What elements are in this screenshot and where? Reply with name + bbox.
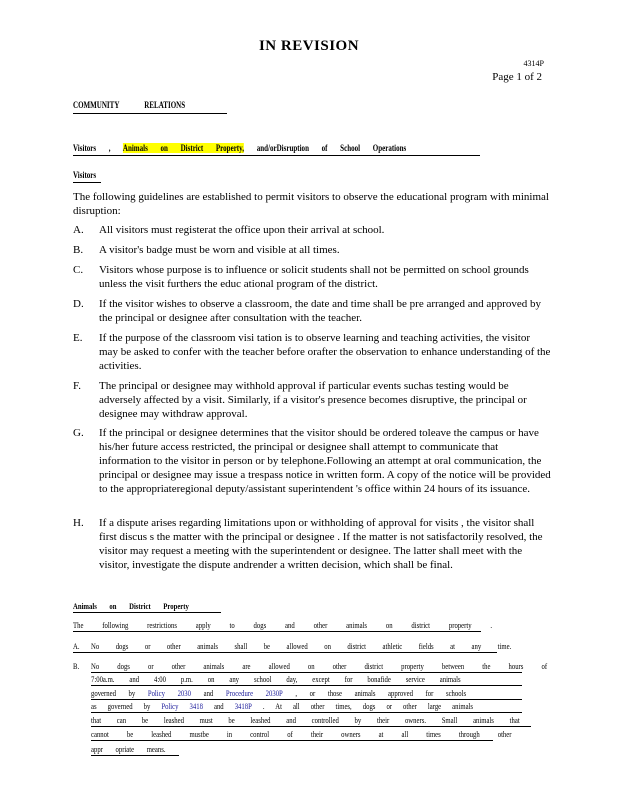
- list-item-text: All visitors must registerat the office upon their arrival at school.: [99, 224, 385, 236]
- animal-item-b-underline: [91, 685, 522, 686]
- policy-code: 4314P: [523, 59, 544, 68]
- animals-heading-underline: [73, 612, 221, 613]
- animal-item-b-underline: [91, 672, 522, 673]
- animal-item-b-line: governed by Policy 2030 and Procedure 2030P , or those animals approved for schools: [91, 688, 467, 698]
- procedure-2030p-link[interactable]: Procedure 2030P: [225, 688, 283, 698]
- section-underline: [73, 113, 227, 114]
- procedure-3418p-link[interactable]: 3418P: [234, 701, 252, 711]
- list-item-text: A visitor's badge must be worn and visible at all times.: [99, 244, 340, 256]
- animals-intro-underline: [73, 631, 481, 632]
- subject-part1: Visitors ,: [73, 143, 111, 153]
- policy-3418-link[interactable]: Policy 3418: [161, 701, 203, 711]
- animal-item-text: No dogs or other animals shall be allowed on district athletic fields at any time.: [91, 641, 512, 651]
- animal-item-b-line: No dogs or other animals are allowed on other district property between the hours of: [91, 661, 548, 671]
- animals-intro: The following restrictions apply to dogs and other animals on district property .: [73, 620, 493, 630]
- list-item-text: If a dispute arises regarding limitations upon or withholding of approval for visits , the visitor shall first discus s the matter with the principal or designee . If the matter is not satisfactorily resolved, the visitor may request a meeting with the superintendent or designee. The latter shall meet with the visitor, investigate the dispute andrender a written decision, which shall be final.: [99, 517, 543, 571]
- list-item-text: If the principal or designee determines that the visitor should be ordered toleave the campus or have his/her future access restricted, the principal or designee shall attempt to communicate that information to the visitor in person or by telephone.Following an attempt at oral communication, the principal or designee may issue a trespass notice in written form. A copy of the notice will be provided to the appropriateregional deputy/assistant superintendent 's office within 24 hours of its issuance.: [99, 427, 551, 495]
- list-item-letter: D.: [73, 298, 84, 310]
- policy-2030-link[interactable]: Policy 2030: [147, 688, 191, 698]
- subject-underline: [73, 155, 480, 156]
- animal-item-a: [73, 641, 512, 651]
- list-item-letter: F.: [73, 380, 81, 392]
- animal-item-b-underline: [91, 726, 531, 727]
- animal-item-b-line: 7:00a.m. and 4:00 p.m. on any school day, except for bonafide service animals: [91, 674, 461, 684]
- visitors-intro: The following guidelines are established to permit visitors to observe the educational program with minimal disruption:: [73, 191, 549, 217]
- animal-item-b-underline: [91, 712, 522, 713]
- subject-part2: and/orDisruption of School Operations: [256, 143, 407, 153]
- list-item-letter: A.: [73, 224, 84, 236]
- subject-highlight: Animals on District Property,: [122, 143, 245, 153]
- list-item-letter: H.: [73, 517, 84, 529]
- page-number: Page 1 of 2: [492, 71, 542, 83]
- list-item-text: If the visitor wishes to observe a classroom, the date and time shall be pre arranged and approved by the principal or designee after consultation with the teacher.: [99, 298, 541, 324]
- animal-item-b-underline: [91, 755, 179, 756]
- list-item-letter: C.: [73, 264, 84, 276]
- animal-item-b-underline: [91, 740, 493, 741]
- list-item-letter: B.: [73, 244, 84, 256]
- animal-item-b-line: appr opriate means.: [91, 744, 166, 754]
- list-item-letter: E.: [73, 332, 83, 344]
- list-item-text: Visitors whose purpose is to influence or solicit students shall not be permitted on school grounds unless the visit furthers the educ ational program of the district.: [99, 264, 529, 290]
- animal-item-b-underline: [91, 699, 522, 700]
- animal-item-b-line: that can be leashed must be leashed and controlled by their owners. Small animals that: [91, 715, 520, 725]
- visitors-heading: Visitors: [73, 170, 97, 180]
- section-heading: COMMUNITY RELATIONS: [73, 100, 186, 110]
- list-item-text: The principal or designee may withhold approval if particular events suchas testing would be adversely affected by a visit. Similarly, if a visitor's presence becomes disruptive, the principal or designee may withdraw approval.: [99, 380, 527, 420]
- animal-item-letter: A.: [73, 641, 80, 651]
- animal-item-b: [73, 661, 548, 671]
- animal-item-b-line: as governed by Policy 3418 and 3418P . At all other times, dogs or other large animals: [91, 701, 474, 711]
- animals-heading: Animals on District Property: [73, 601, 189, 611]
- visitors-heading-underline: [73, 182, 101, 183]
- list-item-letter: G.: [73, 427, 84, 439]
- animal-item-letter: B.: [73, 661, 80, 671]
- document-title: IN REVISION: [258, 38, 360, 54]
- subject-line: [73, 143, 406, 153]
- animal-item-b-line: cannot be leashed mustbe in control of their owners at all times through other: [91, 729, 512, 739]
- list-item-text: If the purpose of the classroom visi tation is to observe learning and teaching activities, the visitor may be asked to confer with the teacher before orafter the observation to enhance understanding of the activities.: [99, 332, 551, 372]
- animal-item-a-underline: [73, 652, 497, 653]
